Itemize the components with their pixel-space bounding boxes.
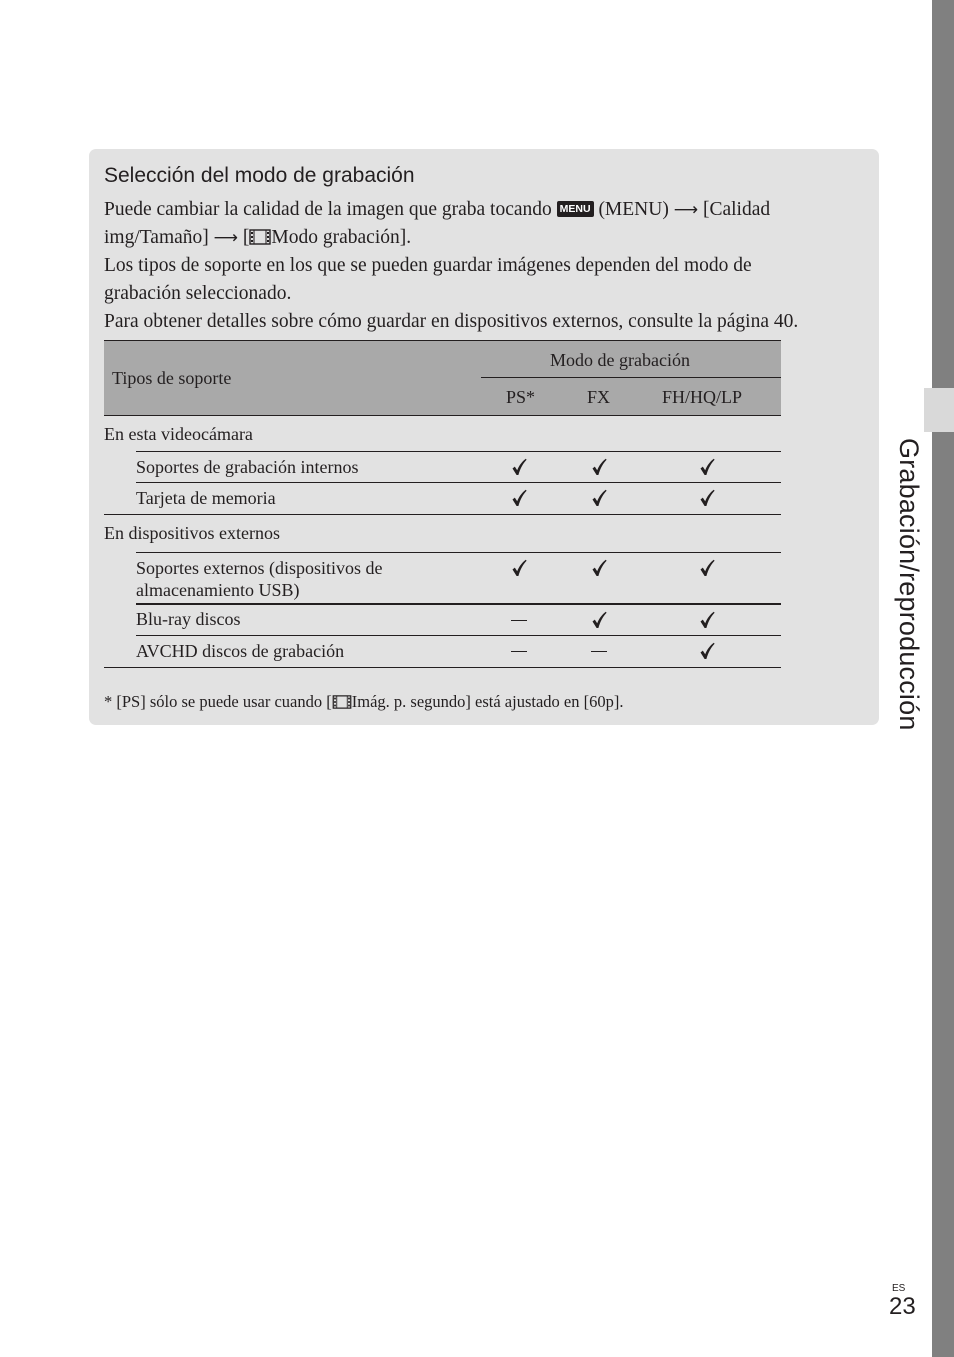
body-line-5: Para obtener detalles sobre cómo guardar en dispositivos externos, consulte la página 40. <box>104 311 799 332</box>
section-tab-label: Grabación/reproducción <box>894 438 924 731</box>
film-icon <box>332 695 352 709</box>
header-mode-ps: PS* <box>506 387 536 407</box>
checkmark-icon <box>699 559 715 577</box>
checkmark-icon <box>511 559 527 577</box>
not-available-dash <box>591 651 607 652</box>
group-label: En dispositivos externos <box>104 523 280 543</box>
header-recording-mode: Modo de grabación <box>550 350 690 370</box>
header-media-types: Tipos de soporte <box>112 368 232 388</box>
row-label: Soportes externos (dispositivos de <box>136 558 383 578</box>
body-line-1 <box>104 196 864 224</box>
section-tab-marker <box>924 388 954 432</box>
checkmark-icon <box>511 489 527 507</box>
row-divider <box>104 514 781 515</box>
arrow-right-icon: ⟶ <box>673 200 699 220</box>
footnote-text: * [PS] sólo se puede usar cuando [ <box>104 692 332 711</box>
body-text <box>104 196 864 336</box>
checkmark-icon <box>699 611 715 629</box>
side-bar <box>932 0 954 1357</box>
row-divider <box>136 552 781 553</box>
row-divider <box>136 451 781 452</box>
body-text-segment: [Calidad <box>702 199 771 220</box>
body-text-segment: [ <box>242 227 250 248</box>
body-text-segment: img/Tamaño] <box>104 227 209 248</box>
checkmark-icon <box>699 458 715 476</box>
not-available-dash <box>511 620 527 621</box>
footnote <box>104 692 623 712</box>
row-divider <box>136 482 781 483</box>
arrow-right-icon: ⟶ <box>213 228 239 248</box>
header-divider <box>481 377 781 378</box>
checkmark-icon <box>591 489 607 507</box>
body-text-segment: (MENU) <box>598 199 669 220</box>
body-text-segment: Puede cambiar la calidad de la imagen que graba tocando <box>104 199 552 220</box>
header-mode-fh: FH/HQ/LP <box>662 387 743 407</box>
menu-icon: MENU <box>557 201 594 217</box>
body-line-3: Los tipos de soporte en los que se pueden guardar imágenes dependen del modo de <box>104 255 752 276</box>
footnote-text: Imág. p. segundo] está ajustado en [60p]. <box>351 692 624 711</box>
row-divider <box>136 635 781 636</box>
row-label: AVCHD discos de grabación <box>136 641 345 661</box>
page-number: 23 <box>889 1293 916 1320</box>
row-label: Tarjeta de memoria <box>136 488 276 508</box>
checkmark-icon <box>699 489 715 507</box>
checkmark-icon <box>591 611 607 629</box>
film-icon <box>249 229 271 245</box>
page-language: ES <box>892 1283 906 1294</box>
row-divider <box>136 603 781 605</box>
checkmark-icon <box>511 458 527 476</box>
section-title: Selección del modo de grabación <box>104 164 415 187</box>
group-label: En esta videocámara <box>104 424 253 444</box>
header-mode-fx: FX <box>587 387 611 407</box>
row-label: Soportes de grabación internos <box>136 457 359 477</box>
body-line-4: grabación seleccionado. <box>104 283 292 304</box>
row-label: almacenamiento USB) <box>136 580 300 600</box>
body-line-2 <box>104 224 864 252</box>
row-label: Blu-ray discos <box>136 609 241 629</box>
body-text-segment: Modo grabación]. <box>271 227 412 248</box>
checkmark-icon <box>591 458 607 476</box>
checkmark-icon <box>591 559 607 577</box>
table-bottom-rule <box>104 667 781 668</box>
checkmark-icon <box>699 642 715 660</box>
not-available-dash <box>511 651 527 652</box>
